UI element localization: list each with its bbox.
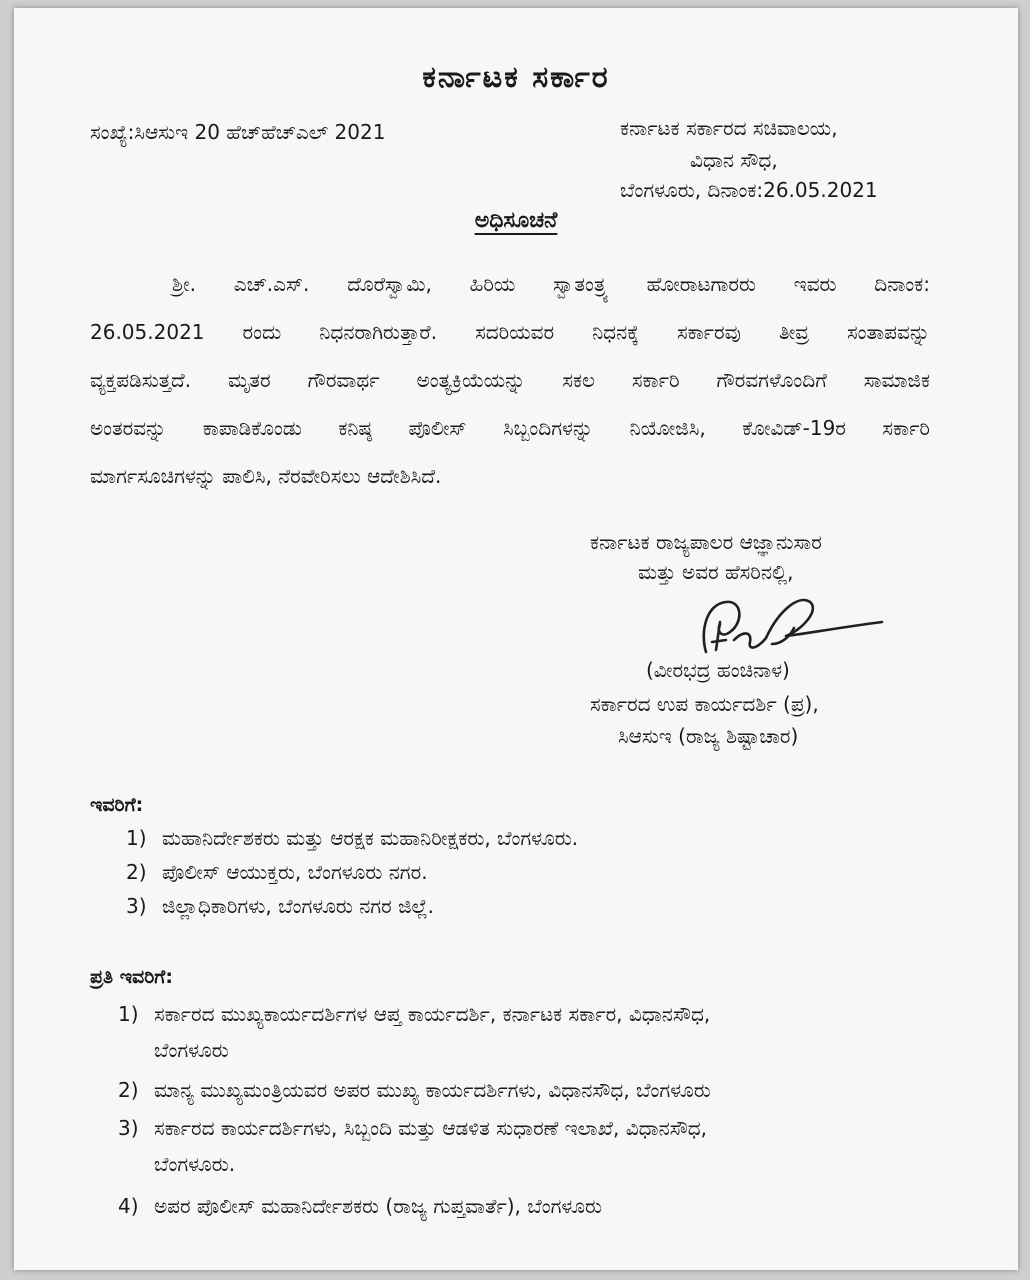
item-text: ಸರ್ಕಾರದ ಕಾರ್ಯದರ್ಶಿಗಳು, ಸಿಬ್ಬಂದಿ ಮತ್ತು ಆಡಳಿತ ಸುಧಾರಣೆ ಇಲಾಖೆ, ವಿಧಾನಸೌಧ,: [154, 1116, 708, 1140]
address-line-vidhana-soudha: ವಿಧಾನ ಸೌಧ,: [690, 148, 778, 172]
item-number: 3): [118, 1116, 139, 1140]
copy-item-4: [118, 1194, 602, 1218]
copy-item-1-continuation: ಬೆಂಗಳೂರು: [154, 1038, 229, 1062]
item-text: ಪೊಲೀಸ್ ಆಯುಕ್ತರು, ಬೆಂಗಳೂರು ನಗರ.: [162, 860, 428, 884]
order-line-1: ಕರ್ನಾಟಕ ರಾಜ್ಯಪಾಲರ ಆಜ್ಞಾನುಸಾರ: [590, 530, 822, 554]
recipient-item-2: [126, 860, 428, 884]
address-line-date: ಬೆಂಗಳೂರು, ದಿನಾಂಕ:26.05.2021: [620, 178, 878, 202]
notice-heading: ಅಧಿಸೂಚನೆ: [474, 208, 558, 233]
copy-item-1: [118, 1002, 710, 1026]
item-text: ಅಪರ ಪೊಲೀಸ್ ಮಹಾನಿರ್ದೇಶಕರು (ರಾಜ್ಯ ಗುಪ್ತವಾರ್ತೆ), ಬೆಂಗಳೂರು: [154, 1194, 602, 1218]
item-number: 4): [118, 1194, 139, 1218]
signatory-name: (ವೀರಭದ್ರ ಹಂಚಿನಾಳ): [646, 658, 790, 682]
order-line-2: ಮತ್ತು ಅವರ ಹೆಸರಿನಲ್ಲಿ,: [638, 560, 794, 584]
notice-line-3: ವ್ಯಕ್ತಪಡಿಸುತ್ತದೆ. ಮೃತರ ಗೌರವಾರ್ಥ ಅಂತ್ಯಕ್ರಿಯೆಯನ್ನು ಸಕಲ ಸರ್ಕಾರಿ ಗೌರವಗಳೊಂದಿಗೆ ಸಾಮಾಜಿಕ: [90, 368, 930, 392]
item-number: 3): [126, 894, 147, 918]
signatory-department: ಸಿಆಸುಇ (ರಾಜ್ಯ ಶಿಷ್ಟಾಚಾರ): [618, 724, 799, 748]
item-number: 1): [118, 1002, 139, 1026]
recipient-item-1: [126, 826, 578, 850]
item-text: ಜಿಲ್ಲಾಧಿಕಾರಿಗಳು, ಬೆಂಗಳೂರು ನಗರ ಜಿಲ್ಲೆ.: [162, 894, 435, 918]
address-line-secretariat: ಕರ್ನಾಟಕ ಸರ್ಕಾರದ ಸಚಿವಾಲಯ,: [620, 116, 838, 140]
document-title: ಕರ್ನಾಟಕ ಸರ್ಕಾರ: [422, 60, 610, 95]
notice-line-2: 26.05.2021 ರಂದು ನಿಧನರಾಗಿರುತ್ತಾರೆ. ಸದರಿಯವರ ನಿಧನಕ್ಕೆ ಸರ್ಕಾರವು ತೀವ್ರ ಸಂತಾಪವನ್ನು: [90, 320, 930, 344]
item-text: ಸರ್ಕಾರದ ಮುಖ್ಯಕಾರ್ಯದರ್ಶಿಗಳ ಆಪ್ತ ಕಾರ್ಯದರ್ಶಿ, ಕರ್ನಾಟಕ ಸರ್ಕಾರ, ವಿಧಾನಸೌಧ,: [154, 1002, 711, 1026]
document-page: [14, 8, 1018, 1270]
signatory-designation: ಸರ್ಕಾರದ ಉಪ ಕಾರ್ಯದರ್ಶಿ (ಪ್ರ),: [590, 692, 819, 716]
item-text: ಮಾನ್ಯ ಮುಖ್ಯಮಂತ್ರಿಯವರ ಅಪರ ಮುಖ್ಯ ಕಾರ್ಯದರ್ಶಿಗಳು, ವಿಧಾನಸೌಧ, ಬೆಂಗಳೂರು: [154, 1078, 711, 1102]
item-text: ಮಹಾನಿರ್ದೇಶಕರು ಮತ್ತು ಆರಕ್ಷಕ ಮಹಾನಿರೀಕ್ಷಕರು, ಬೆಂಗಳೂರು.: [162, 826, 579, 850]
item-number: 1): [126, 826, 147, 850]
item-number: 2): [126, 860, 147, 884]
recipients-label: ಇವರಿಗೆ:: [90, 794, 144, 816]
notice-line-5: ಮಾರ್ಗಸೂಚಿಗಳನ್ನು ಪಾಲಿಸಿ, ನೆರವೇರಿಸಲು ಆದೇಶಿಸಿದೆ.: [90, 464, 442, 488]
copy-item-3: [118, 1116, 707, 1140]
copy-item-2: [118, 1078, 711, 1102]
notice-line-4: ಅಂತರವನ್ನು ಕಾಪಾಡಿಕೊಂಡು ಕನಿಷ್ಠ ಪೊಲೀಸ್ ಸಿಬ್ಬಂದಿಗಳನ್ನು ನಿಯೋಜಿಸಿ, ಕೋವಿಡ್-19ರ ಸರ್ಕಾರಿ: [90, 416, 930, 440]
copy-to-label: ಪ್ರತಿ ಇವರಿಗೆ:: [90, 966, 173, 988]
recipient-item-3: [126, 894, 434, 918]
notice-line-1: ಶ್ರೀ. ಎಚ್.ಎಸ್. ದೊರೆಸ್ವಾಮಿ, ಹಿರಿಯ ಸ್ವಾತಂತ್ರ್ಯ ಹೋರಾಟಗಾರರು ಇವರು ದಿನಾಂಕ:: [172, 272, 930, 296]
reference-number: ಸಂಖ್ಯೆ:ಸಿಆಸುಇ 20 ಹೆಚ್‌ಹೆಚ್‌ಎಲ್ 2021: [90, 120, 386, 144]
handwritten-signature: [686, 592, 886, 662]
copy-item-3-continuation: ಬೆಂಗಳೂರು.: [154, 1152, 236, 1176]
item-number: 2): [118, 1078, 139, 1102]
